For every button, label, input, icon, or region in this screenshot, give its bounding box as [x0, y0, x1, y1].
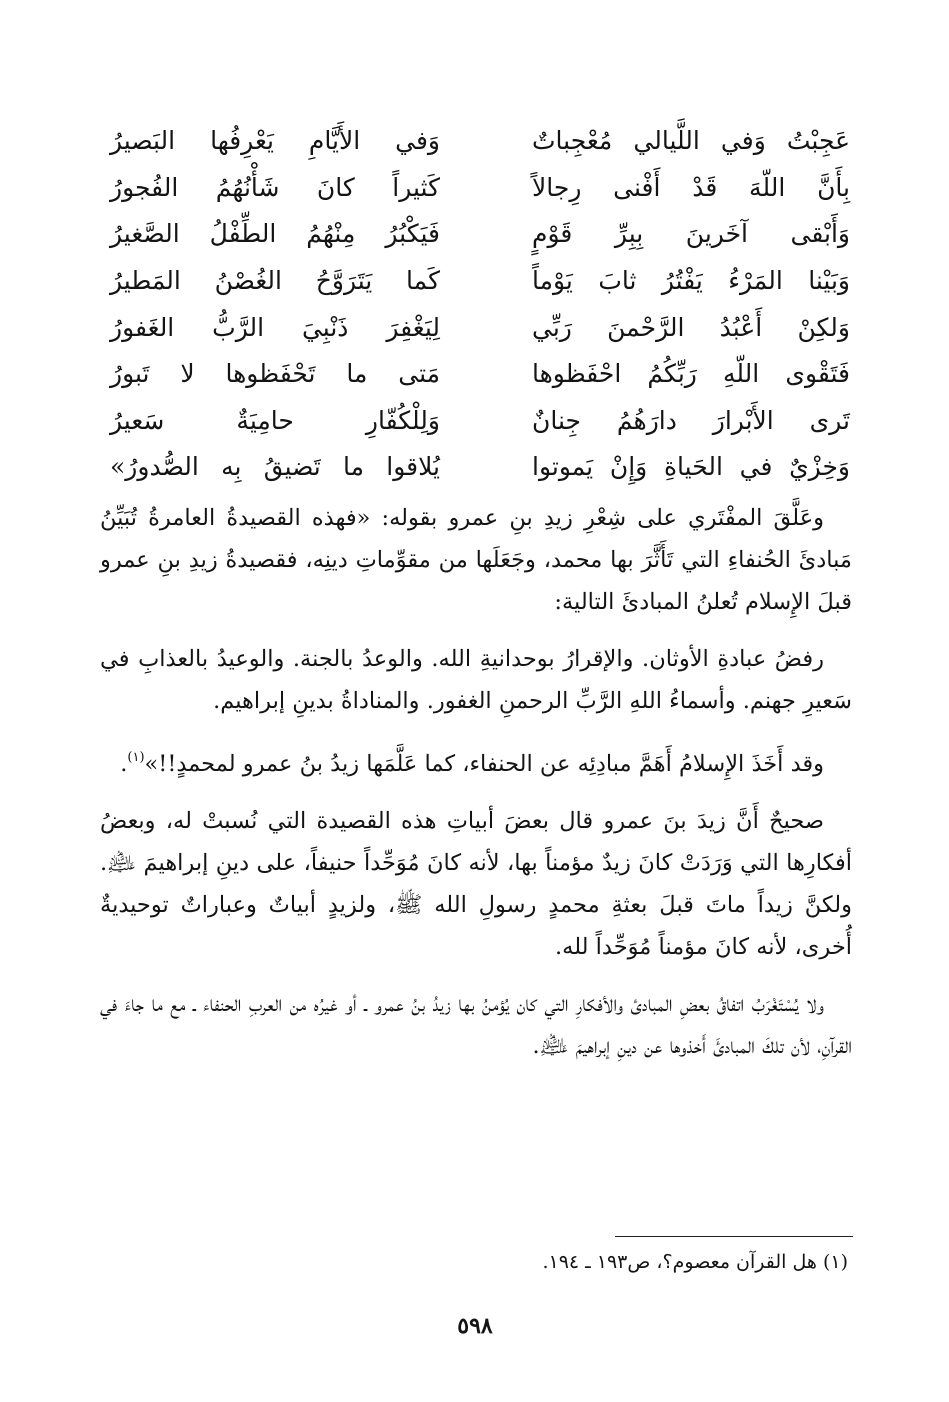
verse-first-hemistich: وَلكِنْ أَعْبُدُ الرَّحْمنَ رَبِّي	[532, 312, 850, 342]
verse-second-hemistich: لِيَغْفِرَ ذَنْبِيَ الرَّبُّ الغَفورُ	[110, 312, 440, 342]
verse-first-hemistich: وَخِزْيٌ في الحَياةِ وَإِنْ يَموتوا	[532, 452, 850, 482]
verse	[110, 304, 850, 351]
footnote-reference: (١)	[127, 750, 145, 765]
verse	[110, 258, 850, 305]
verse-second-hemistich: يُلاقوا ما تَضيقُ بِه الصُّدورُ»	[110, 452, 440, 482]
verse-first-hemistich: بِأَنَّ اللّهَ قَدْ أَفْنى رِجالاً	[532, 172, 850, 202]
paragraph: وعَلَّقَ المفْتَري على شِعْرِ زيدِ بنِ عمرو بقوله: «فهذه القصيدةُ العامرةُ تُبَيِّنُ مَبادئَ الحُنفاءِ التي تَأَثَّرَ بها محمد، وجَعَلَها من مقوِّماتِ دينِه، فقصيدةُ زيدِ بنِ عمرو قبلَ الإِسلام تُعلنُ المبادئَ التالية:	[100, 505, 852, 615]
verse-second-hemistich: فَيَكْبُرُ مِنْهُمُ الطِّفْلُ الصَّغيرُ	[110, 219, 440, 249]
verse-second-hemistich: وَلِلْكُفّارِ حامِيَةٌ سَعيرُ	[110, 405, 440, 435]
verse-first-hemistich: تَرى الأَبْرارَ دارَهُمُ جِنانٌ	[532, 405, 850, 435]
paragraph: ولا يُسْتَغْرَبُ اتفاقُ بعضِ المبادئ والأفكارِ التي كان يُؤمنُ بها زيدُ بنُ عمرو ـ أو غيرُه من العربِ الحنفاء ـ مع ما جاءَ في القرآنِ، لأن تلكَ المبادئَ أَخذوها عن دينِ إبراهيمَ ﵇.	[100, 991, 852, 1059]
verse-second-hemistich: وَفي الأَيَّامِ يَعْرِفُها البَصيرُ	[110, 126, 440, 156]
paragraph	[100, 737, 852, 785]
body-text	[100, 497, 852, 1082]
verse-second-hemistich: كَثيراً كانَ شَأْنُهُمُ الفُجورُ	[110, 172, 440, 202]
paragraph-end: .	[120, 751, 128, 777]
page-number: ٥٩٨	[457, 1313, 493, 1339]
verse-first-hemistich: فَتَقْوى اللّهِ رَبِّكُمُ احْفَظوها	[532, 359, 850, 389]
paragraph-text: وقد أَخَذَ الإِسلامُ أَهَمَّ مبادِئِه عن الحنفاء، كما عَلَّمَها زيدُ بنُ عمرو لمحمدٍ!!»	[144, 751, 824, 777]
verse-second-hemistich: كَما يَتَرَوَّحُ الغُصْنُ المَطيرُ	[110, 266, 440, 296]
verse-first-hemistich: عَجِبْتُ وَفي اللَّيالي مُعْجِباتٌ	[532, 126, 850, 156]
paragraph: رفضُ عبادةِ الأوثان. والإقرارُ بوحدانيةِ الله. والوعدُ بالجنة. والوعيدُ بالعذابِ في سَعيرِ جهنم. وأسماءُ اللهِ الرَّبِّ الرحمنِ الغفور. والمناداةُ بدينِ إبراهيم.	[100, 646, 852, 714]
verse	[110, 444, 850, 491]
poem	[110, 118, 850, 491]
paragraph: صحيحٌ أَنَّ زيدَ بنَ عمرو قال بعضَ أبياتِ هذه القصيدة التي نُسبتْ له، وبعضُ أفكارِها التي وَرَدَتْ كانَ زيدٌ مؤمناً بها، لأنه كانَ مُوَحِّداً حنيفاً، على دينِ إبراهيمَ ﵇. ولكنَّ زيداً ماتَ قبلَ بعثةِ محمدٍ رسولِ الله ﷺ، ولزيدٍ أبياتٌ وعباراتٌ توحيديةٌ أُخرى، لأنه كانَ مؤمناً مُوَحِّداً لله.	[100, 808, 852, 960]
footnote-separator	[615, 1236, 853, 1237]
verse-first-hemistich: وَأَبْقى آخَرينَ بِبِرِّ قَوْمٍ	[532, 219, 850, 249]
verse-first-hemistich: وَبَيْنا المَرْءُ يَفْتُرُ ثابَ يَوْماً	[532, 266, 850, 296]
verse	[110, 165, 850, 212]
verse	[110, 351, 850, 398]
verse	[110, 211, 850, 258]
verse	[110, 398, 850, 445]
verse	[110, 118, 850, 165]
verse-second-hemistich: مَتى ما تَحْفَظوها لا تَبورُ	[110, 359, 440, 389]
footnote: (١) هل القرآن معصوم؟، ص١٩٣ ـ ١٩٤.	[542, 1251, 848, 1273]
